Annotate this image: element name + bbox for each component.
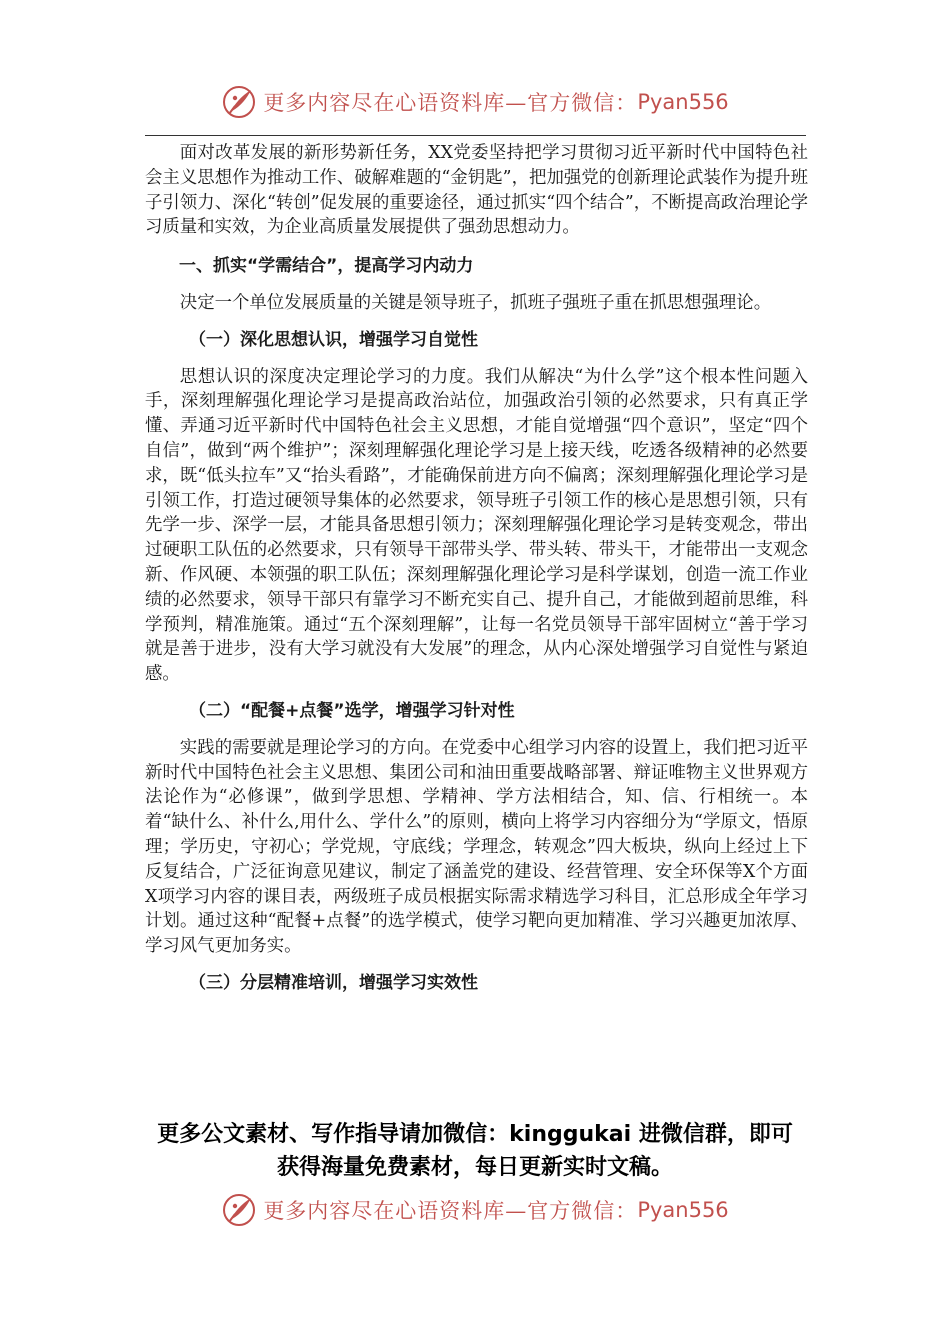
promo-line-2: 获得海量免费素材，每日更新实时文稿。: [276, 1155, 673, 1180]
header-banner-text: 更多内容尽在心语资料库—官方微信：: [263, 91, 638, 115]
section-1-heading: 一、抓实“学需结合”，提高学习内动力: [179, 256, 474, 277]
header-banner: [0, 84, 950, 120]
subsection-1-paragraph: 思想认识的深度决定理论学习的力度。我们从解决“为什么学”这个根本性问题入手，深刻理解强化理论学习是提高政治站位，加强政治引领的必然要求，只有真正学懂、弄通习近平新时代中国特色社会主义思想，才能自觉增强“四个意识”，坚定“四个自信”，做到“两个维护”；深刻理解强化理论学习是上接天线，吃透各级精神的必然要求，既“低头拉车”又“抬头看路”，才能确保前进方向不偏离；深刻理解强化理论学习是引领工作，打造过硬领导集体的必然要求，领导班子引领工作的核心是思想引领，只有先学一步、深学一层，才能具备思想引领力；深刻理解强化理论学习是转变观念，带出过硬职工队伍的必然要求，只有领导干部带头学、带头转、带头干，才能带出一支观念新、作风硬、本领强的职工队伍；深刻理解强化理论学习是科学谋划，创造一流工作业绩的必然要求，领导干部只有靠学习不断充实自己、提升自己，才能做到超前思维，科学预判，精准施策。通过“五个深刻理解”，让每一名党员领导干部牢固树立“善于学习就是善于进步，没有大学习就没有大发展”的理念，从内心深处增强学习自觉性与紧迫感。: [145, 366, 808, 685]
footer-wechat-id: Pyan556: [637, 1198, 729, 1222]
quill-logo-icon: [221, 1192, 257, 1228]
promo-line-1: 更多公文素材、写作指导请加微信：kinggukai 进微信群，即可: [157, 1122, 793, 1147]
section-1-paragraph: 决定一个单位发展质量的关键是领导班子，抓班子强班子重在抓思想强理论。: [179, 292, 772, 313]
document-body: [145, 141, 808, 1008]
quill-logo-icon: [221, 84, 257, 120]
intro-paragraph: 面对改革发展的新形势新任务，XX党委坚持把学习贯彻习近平新时代中国特色社会主义思想作为推动工作、破解难题的“金钥匙”，把加强党的创新理论武装作为提升班子引领力、深化“转创”促发展的重要途径，通过抓实“四个结合”，不断提高政治理论学习质量和实效，为企业高质量发展提供了强劲思想动力。: [145, 143, 808, 238]
footer-banner: [0, 1192, 950, 1228]
subsection-3-heading: （三）分层精准培训，增强学习实效性: [189, 972, 478, 993]
promo-notice: [100, 1118, 850, 1184]
subsection-2-paragraph: 实践的需要就是理论学习的方向。在党委中心组学习内容的设置上，我们把习近平新时代中国特色社会主义思想、集团公司和油田重要战略部署、辩证唯物主义世界观方法论作为“必修课”，做到学思想、学精神、学方法相结合，知、信、行相统一。本着“缺什么、补什么,用什么、学什么”的原则，横向上将学习内容细分为“学原文，悟原理；学历史，守初心；学党规，守底线；学理念，转观念”四大板块，纵向上经过上下反复结合，广泛征询意见建议，制定了涵盖党的建设、经营管理、安全环保等X个方面X项学习内容的课目表，两级班子成员根据实际需求精选学习科目，汇总形成全年学习计划。通过这种“配餐+点餐”的选学模式，使学习靶向更加精准、学习兴趣更加浓厚、学习风气更加务实。: [145, 737, 808, 957]
subsection-2-heading: （二）“配餐+点餐”选学，增强学习针对性: [189, 700, 515, 721]
footer-banner-text: 更多内容尽在心语资料库—官方微信：: [263, 1199, 638, 1223]
header-divider: [145, 135, 806, 136]
subsection-1-heading: （一）深化思想认识，增强学习自觉性: [189, 329, 478, 350]
header-wechat-id: Pyan556: [637, 90, 729, 114]
